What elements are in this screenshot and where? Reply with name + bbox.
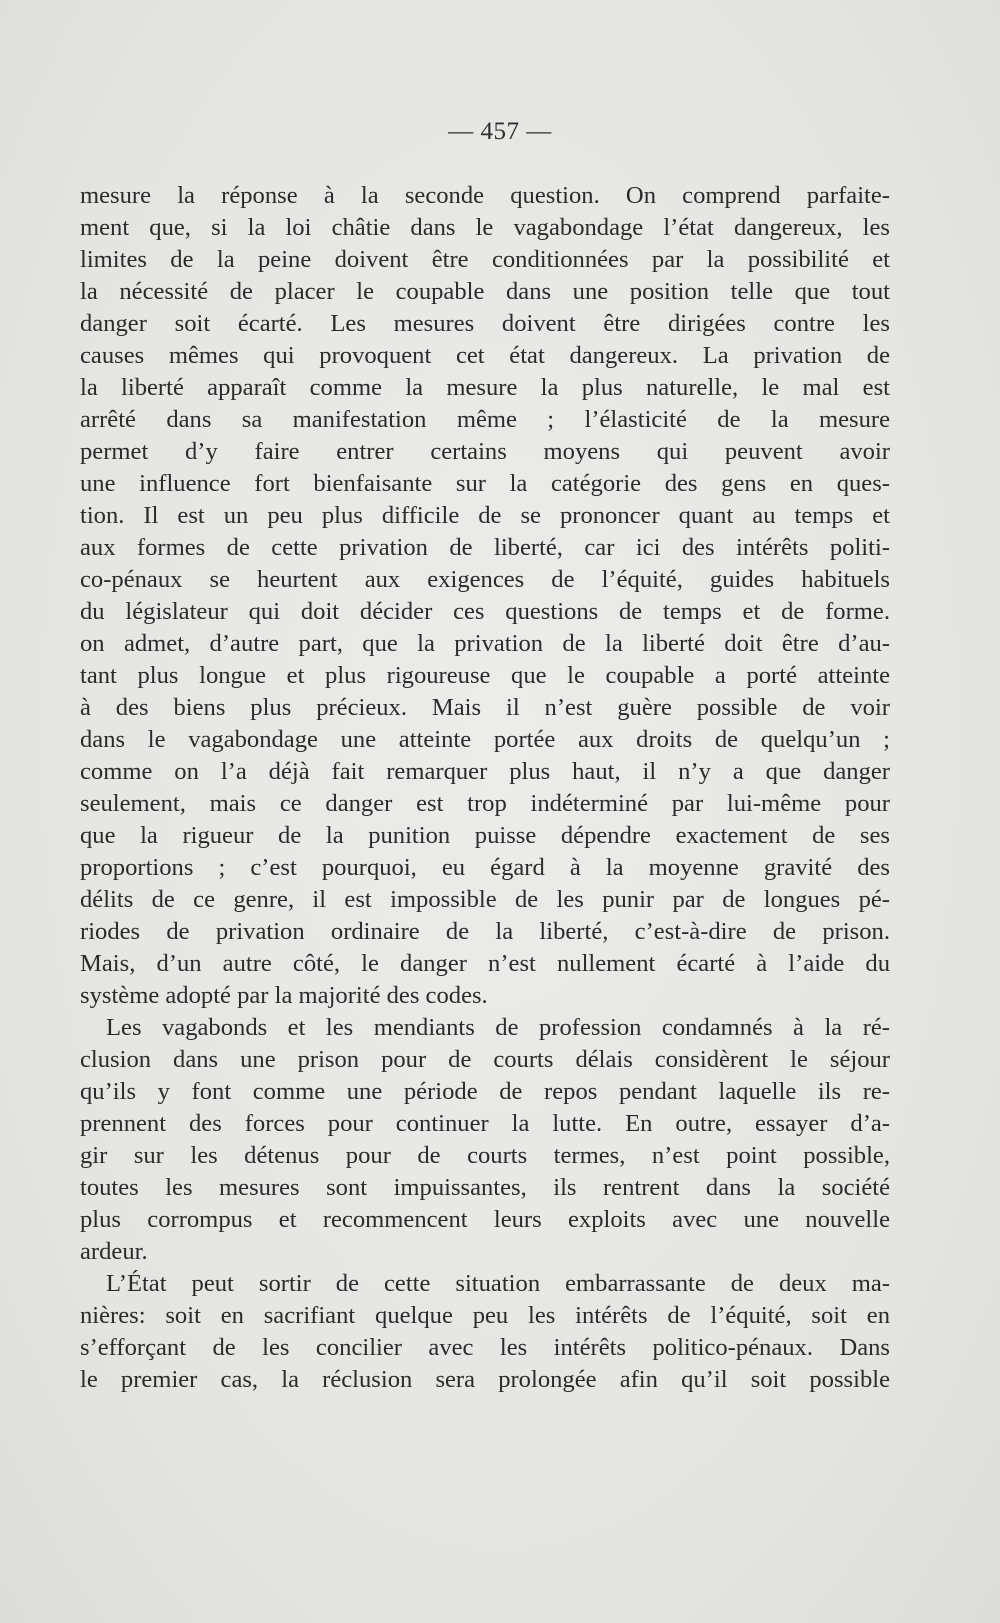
text-line: limites de la peine doivent être conditionnées par la possibilité et <box>80 246 890 273</box>
text-line: aux formes de cette privation de liberté, car ici des intérêts politi- <box>80 534 890 561</box>
text-line: prennent des forces pour continuer la lutte. En outre, essayer d’a- <box>80 1110 890 1137</box>
text-line: causes mêmes qui provoquent cet état dangereux. La privation de <box>80 342 890 369</box>
text-line: seulement, mais ce danger est trop indéterminé par lui-même pour <box>80 790 890 817</box>
text-line: tant plus longue et plus rigoureuse que le coupable a porté atteinte <box>80 662 890 689</box>
text-line: Les vagabonds et les mendiants de profession condamnés à la ré- <box>106 1014 890 1041</box>
text-line: clusion dans une prison pour de courts délais considèrent le séjour <box>80 1046 890 1073</box>
text-line: L’État peut sortir de cette situation embarrassante de deux ma- <box>106 1270 890 1297</box>
text-line: comme on l’a déjà fait remarquer plus haut, il n’y a que danger <box>80 758 890 785</box>
text-line: toutes les mesures sont impuissantes, ils rentrent dans la société <box>80 1174 890 1201</box>
text-line: co-pénaux se heurtent aux exigences de l’équité, guides habituels <box>80 566 890 593</box>
text-line: s’efforçant de les concilier avec les intérêts politico-pénaux. Dans <box>80 1334 890 1361</box>
text-line: Mais, d’un autre côté, le danger n’est nullement écarté à l’aide du <box>80 950 890 977</box>
text-line: la liberté apparaît comme la mesure la plus naturelle, le mal est <box>80 374 890 401</box>
text-line: riodes de privation ordinaire de la liberté, c’est-à-dire de prison. <box>80 918 890 945</box>
text-line: plus corrompus et recommencent leurs exploits avec une nouvelle <box>80 1206 890 1233</box>
text-line: système adopté par la majorité des codes. <box>80 982 488 1009</box>
text-line: qu’ils y font comme une période de repos pendant laquelle ils re- <box>80 1078 890 1105</box>
text-line: le premier cas, la réclusion sera prolongée afin qu’il soit possible <box>80 1366 890 1393</box>
text-line: tion. Il est un peu plus difficile de se prononcer quant au temps et <box>80 502 890 529</box>
text-line: danger soit écarté. Les mesures doivent être dirigées contre les <box>80 310 890 337</box>
text-line: que la rigueur de la punition puisse dépendre exactement de ses <box>80 822 890 849</box>
page-number: — 457 — <box>448 118 552 145</box>
text-line: ment que, si la loi châtie dans le vagabondage l’état dangereux, les <box>80 214 890 241</box>
text-line: mesure la réponse à la seconde question. On comprend parfaite- <box>80 182 890 209</box>
text-line: proportions ; c’est pourquoi, eu égard à la moyenne gravité des <box>80 854 890 881</box>
text-line: gir sur les détenus pour de courts termes, n’est point possible, <box>80 1142 890 1169</box>
text-line: la nécessité de placer le coupable dans une position telle que tout <box>80 278 890 305</box>
text-line: à des biens plus précieux. Mais il n’est guère possible de voir <box>80 694 890 721</box>
text-line: on admet, d’autre part, que la privation de la liberté doit être d’au- <box>80 630 890 657</box>
text-line: délits de ce genre, il est impossible de les punir par de longues pé- <box>80 886 890 913</box>
text-line: une influence fort bienfaisante sur la catégorie des gens en ques- <box>80 470 890 497</box>
text-line: arrêté dans sa manifestation même ; l’élasticité de la mesure <box>80 406 890 433</box>
text-line: ardeur. <box>80 1238 148 1265</box>
text-line: nières: soit en sacrifiant quelque peu les intérêts de l’équité, soit en <box>80 1302 890 1329</box>
text-line: du législateur qui doit décider ces questions de temps et de forme. <box>80 598 890 625</box>
text-line: permet d’y faire entrer certains moyens qui peuvent avoir <box>80 438 890 465</box>
body-text <box>80 180 890 1396</box>
text-line: dans le vagabondage une atteinte portée aux droits de quelqu’un ; <box>80 726 890 753</box>
